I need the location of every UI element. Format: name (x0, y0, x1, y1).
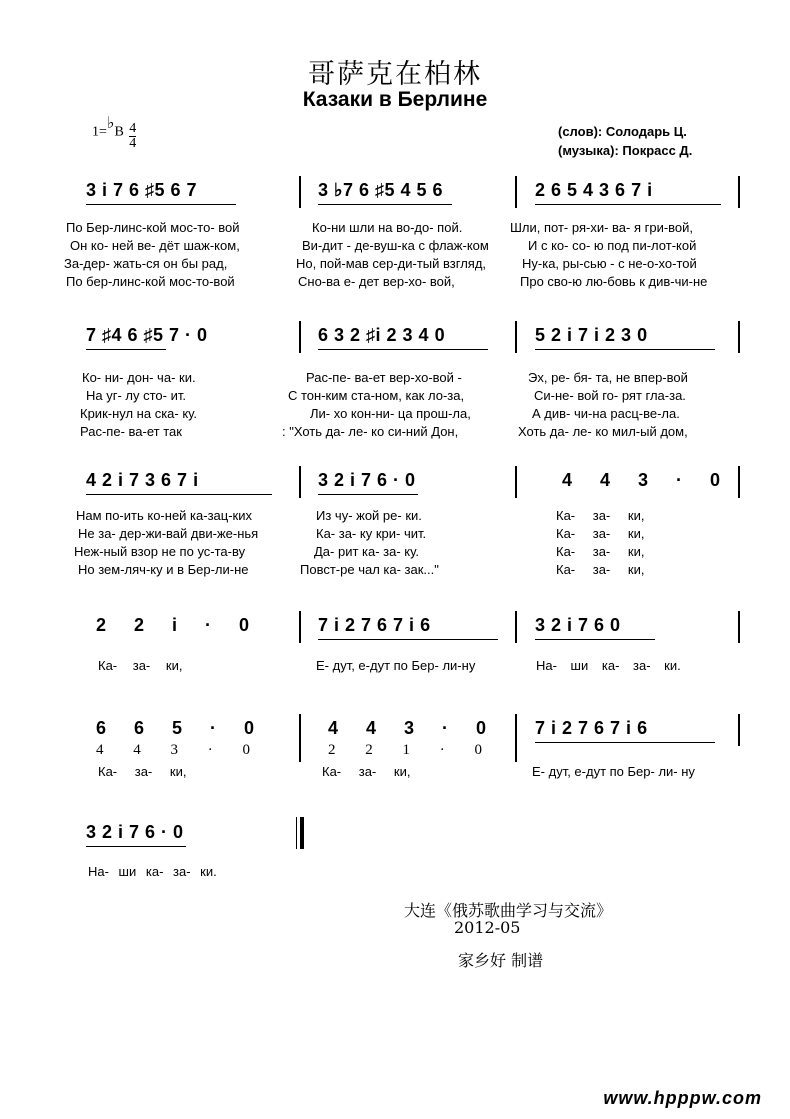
measure: 4 4 3 · 0 (328, 718, 487, 738)
lyric-line: Шли, пот- ря-хи- ва- я гри-вой, (510, 220, 694, 235)
measure: 4 4 3 · 0 (562, 470, 721, 490)
lyric-line: А див- чи-на расц-ве-ла. (532, 406, 680, 421)
lyric-line: Ко-ни шли на во-до- пой. (312, 220, 463, 235)
measure: 2 6 5 4 3 6 7 i (535, 180, 653, 200)
song-title-russian: Казаки в Берлине (302, 88, 488, 111)
lyric-line: Он ко- ней ве- дёт шаж-ком, (70, 238, 240, 253)
final-bar-thin (296, 817, 297, 849)
lyric-line: Рас-пе- ва-ет вер-хо-вой - (306, 370, 462, 385)
beam-line (318, 494, 418, 495)
measure: 3 2 i 7 6 · 0 (86, 822, 184, 842)
lyric-line: Рас-пе- ва-ет так (80, 424, 182, 439)
key-prefix: 1= (92, 124, 107, 140)
beam-line (535, 742, 715, 743)
beam-line (86, 349, 166, 350)
measure: 7 i 2 7 6 7 i 6 (318, 615, 431, 635)
bar-line (299, 321, 301, 353)
bar-line (738, 611, 740, 643)
beam-line (535, 349, 715, 350)
measure: 3 ♭7 6 ♯5 4 5 6 (318, 180, 444, 200)
lyric-line: Крик-нул на ска- ку. (80, 406, 197, 421)
bar-line (738, 714, 740, 746)
lyric-line: Ли- хо кон-ни- ца прош-ла, (310, 406, 471, 421)
bar-line (515, 321, 517, 353)
measure: 3 2 i 7 6 · 0 (318, 470, 416, 490)
key-flat: ♭ (106, 114, 115, 132)
key-note: B (114, 124, 124, 140)
harmony-measure: 4 4 3 · 0 (96, 742, 250, 758)
lyric-line: Эх, ре- бя- та, не впер-вой (528, 370, 688, 385)
lyric-line: На- ши ка- за- ки. (88, 864, 217, 879)
lyric-line: Хоть да- ле- ко мил-ый дом, (518, 424, 688, 439)
bar-line (738, 176, 740, 208)
composer-credit: (музыка): Покрасс Д. (558, 143, 693, 158)
bar-line (515, 466, 517, 498)
source-note: 大连《俄苏歌曲学习与交流》 (404, 901, 613, 920)
measure: 4 2 i 7 3 6 7 i (86, 470, 199, 490)
measure: 7 ♯4 6 ♯5 7 · 0 (86, 325, 208, 345)
lyric-line: Ка- за- ки, (98, 764, 187, 779)
lyric-line: Не за- дер-жи-вай дви-же-нья (78, 526, 259, 541)
bar-line (299, 611, 301, 643)
lyric-line: Неж-ный взор не по ус-та-ву (74, 544, 246, 559)
lyric-line: Е- дут, е-дут по Бер- ли- ну (532, 764, 695, 779)
lyric-line: Ко- ни- дон- ча- ки. (82, 370, 196, 385)
beam-line (318, 639, 498, 640)
measure: 5 2 i 7 i 2 3 0 (535, 325, 648, 345)
measure: 6 6 5 · 0 (96, 718, 255, 738)
lyric-line: Ка- за- ки, (322, 764, 411, 779)
beam-line (86, 204, 236, 205)
lyric-line: Ка- за- ки, (556, 526, 645, 541)
lyric-line: Но зем-ляч-ку и в Бер-ли-не (78, 562, 249, 577)
lyric-line: Из чу- жой ре- ки. (316, 508, 422, 523)
lyric-line: Ви-дит - де-вуш-ка с флаж-ком (302, 238, 489, 253)
lyric-line: Сно-ва е- дет вер-хо- вой, (298, 274, 455, 289)
beam-line (318, 204, 452, 205)
bar-line (515, 176, 517, 208)
beam-line (535, 204, 721, 205)
lyric-line: На уг- лу сто- ит. (86, 388, 186, 403)
beam-line (318, 349, 488, 350)
beam-line (535, 639, 655, 640)
lyric-line: Е- дут, е-дут по Бер- ли-ну (316, 658, 476, 673)
time-top: 4 (129, 121, 137, 136)
lyric-line: Ка- за- ки, (98, 658, 183, 673)
date-note: 2012-05 (454, 918, 521, 937)
measure: 2 2 i · 0 (96, 615, 250, 635)
lyric-line: По бер-линс-кой мос-то-вой (66, 274, 235, 289)
lyric-line: Про сво-ю лю-бовь к див-чи-не (520, 274, 708, 289)
lyric-line: И с ко- со- ю под пи-лот-кой (528, 238, 697, 253)
lyric-line: Ка- за- ку кри- чит. (316, 526, 427, 541)
measure: 6 3 2 ♯i 2 3 4 0 (318, 325, 446, 345)
lyric-line: Да- рит ка- за- ку. (314, 544, 419, 559)
bar-line (299, 466, 301, 498)
measure: 3 i 7 6 ♯5 6 7 (86, 180, 198, 200)
lyric-line: Ка- за- ки, (556, 508, 645, 523)
time-bottom: 4 (129, 136, 137, 151)
lyric-line: Ка- за- ки, (556, 562, 645, 577)
key-signature (92, 114, 137, 151)
lyric-line: Нам по-ить ко-ней ка-зац-ких (76, 508, 252, 523)
lyric-line: : "Хоть да- ле- ко си-ний Дон, (282, 424, 459, 439)
arranger-note: 家乡好 制谱 (458, 951, 544, 970)
measure: 3 2 i 7 6 0 (535, 615, 621, 635)
beam-line (86, 846, 186, 847)
site-watermark: www.hpppw.com (603, 1088, 762, 1108)
lyric-line: Но, пой-мав сер-ди-тый взгляд, (296, 256, 487, 271)
harmony-measure: 2 2 1 · 0 (328, 742, 482, 758)
bar-line (299, 176, 301, 208)
final-bar-thick (300, 817, 304, 849)
bar-line (515, 714, 517, 762)
lyricist-credit: (слов): Солодарь Ц. (558, 124, 687, 139)
time-signature (129, 122, 136, 151)
bar-line (299, 714, 301, 762)
lyric-line: Ну-ка, ры-сью - с не-о-хо-той (522, 256, 697, 271)
lyric-line: Ка- за- ки, (556, 544, 645, 559)
beam-line (86, 494, 272, 495)
bar-line (738, 321, 740, 353)
lyric-line: Повст-ре чал ка- зак..." (300, 562, 439, 577)
lyric-line: По Бер-линс-кой мос-то- вой (66, 220, 240, 235)
lyric-line: За-дер- жать-ся он бы рад, (64, 256, 228, 271)
measure: 7 i 2 7 6 7 i 6 (535, 718, 648, 738)
lyric-line: Си-не- вой го- рят гла-за. (534, 388, 686, 403)
lyric-line: На- ши ка- за- ки. (536, 658, 681, 673)
song-title-chinese: 哥萨克在柏林 (308, 59, 482, 90)
bar-line (515, 611, 517, 643)
bar-line (738, 466, 740, 498)
lyric-line: С тон-ким ста-ном, как ло-за, (288, 388, 465, 403)
